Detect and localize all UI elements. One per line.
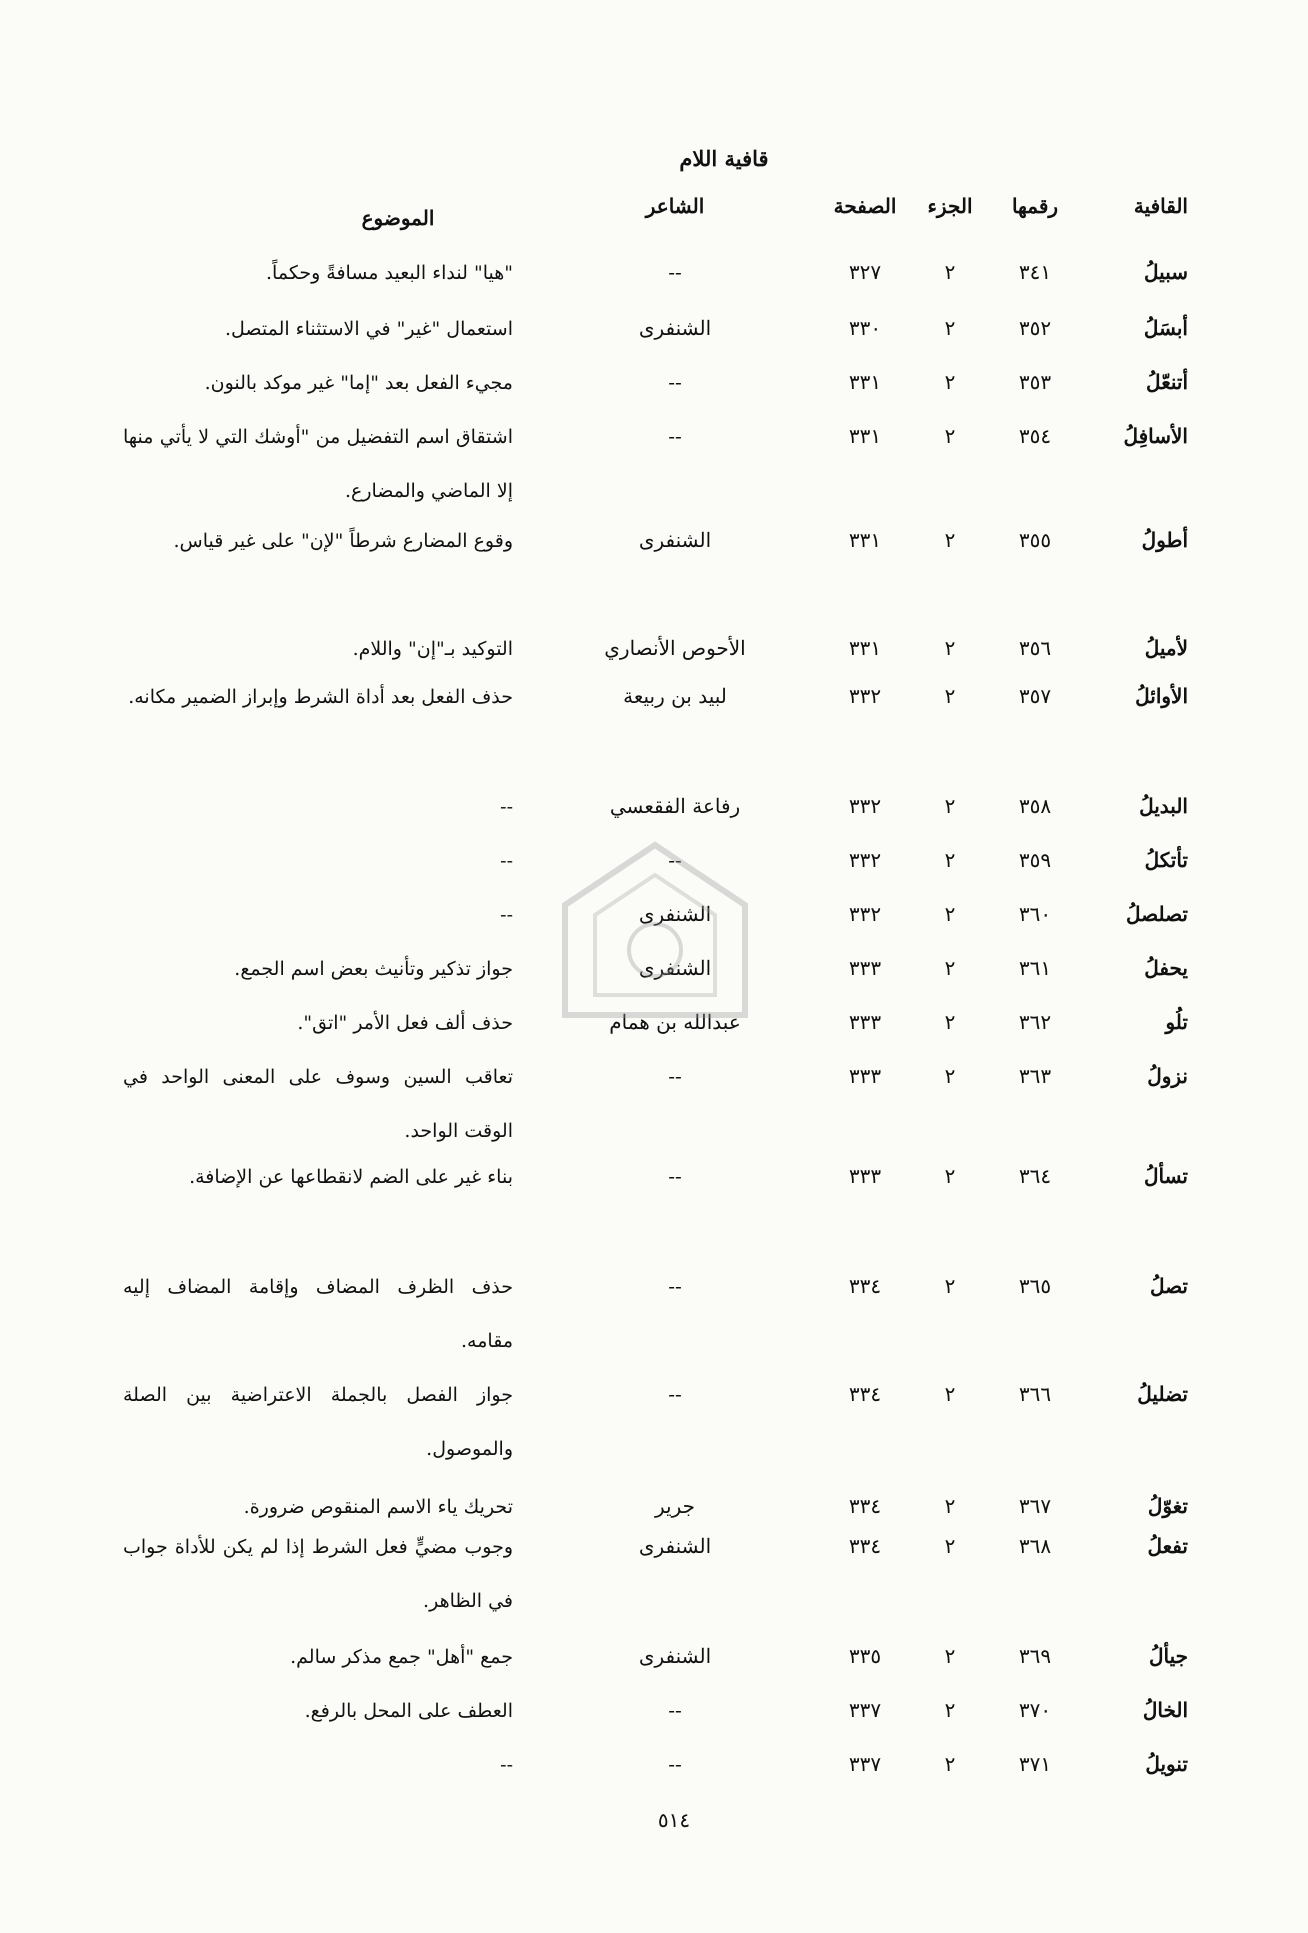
cell-safha: ٣٣١ <box>848 370 882 394</box>
cell-safha: ٣٣٢ <box>848 848 882 872</box>
cell-shaer: رفاعة الفقعسي <box>609 794 741 818</box>
cell-shaer: -- <box>668 1752 682 1776</box>
cell-mawdoo: -- <box>500 796 513 818</box>
cell-raqm: ٣٦٨ <box>1018 1534 1052 1558</box>
cell-juz: ٢ <box>944 1164 956 1188</box>
header-safha: الصفحة <box>833 194 897 218</box>
cell-qafiya: يحفلُ <box>1144 956 1188 980</box>
cell-juz: ٢ <box>944 636 956 660</box>
cell-mawdoo: بناء غير على الضم لانقطاعها عن الإضافة. <box>189 1166 513 1188</box>
cell-qafiya: الأسافِلُ <box>1123 424 1188 448</box>
cell-mawdoo: اشتقاق اسم التفضيل من "أوشك التي لا يأتي منها إلا الماضي والمضارع. <box>123 426 513 502</box>
cell-qafiya: تصلصلُ <box>1125 902 1188 926</box>
cell-qafiya: أبسَلُ <box>1143 316 1188 340</box>
cell-shaer: -- <box>668 1382 682 1406</box>
cell-qafiya: تنويلُ <box>1145 1752 1188 1776</box>
cell-shaer: عبدالله بن همام <box>609 1010 741 1034</box>
cell-qafiya: الأوائلُ <box>1135 684 1188 708</box>
cell-mawdoo: وقوع المضارع شرطاً "لإن" على غير قياس. <box>173 530 513 552</box>
cell-shaer: الشنفرى <box>638 1644 712 1668</box>
cell-juz: ٢ <box>944 1494 956 1518</box>
cell-safha: ٣٣٣ <box>848 956 882 980</box>
cell-mawdoo: جواز الفصل بالجملة الاعتراضية بين الصلة والموصول. <box>123 1384 513 1460</box>
cell-mawdoo: تحريك ياء الاسم المنقوص ضرورة. <box>243 1496 513 1518</box>
cell-raqm: ٣٧٠ <box>1018 1698 1052 1722</box>
cell-safha: ٣٣٧ <box>848 1698 882 1722</box>
cell-juz: ٢ <box>944 424 956 448</box>
cell-juz: ٢ <box>944 902 956 926</box>
cell-safha: ٣٣٤ <box>848 1534 882 1558</box>
cell-safha: ٣٣١ <box>848 636 882 660</box>
cell-qafiya: تغوّلُ <box>1147 1494 1188 1518</box>
cell-mawdoo: حذف الفعل بعد أداة الشرط وإبراز الضمير مكانه. <box>128 686 513 708</box>
cell-shaer: جرير <box>655 1494 695 1518</box>
cell-qafiya: تسألُ <box>1143 1164 1188 1188</box>
cell-raqm: ٣٦٣ <box>1018 1064 1052 1088</box>
cell-mawdoo: التوكيد بـ"إن" واللام. <box>352 638 513 660</box>
cell-raqm: ٣٦٤ <box>1018 1164 1052 1188</box>
cell-shaer: الشنفرى <box>638 902 712 926</box>
cell-raqm: ٣٦٢ <box>1018 1010 1052 1034</box>
cell-qafiya: البديلُ <box>1139 794 1188 818</box>
cell-safha: ٣٣٣ <box>848 1064 882 1088</box>
cell-raqm: ٣٦٦ <box>1018 1382 1052 1406</box>
cell-mawdoo: "هيا" لنداء البعيد مسافةً وحكماً. <box>266 262 513 284</box>
cell-raqm: ٣٥٢ <box>1018 316 1052 340</box>
cell-shaer: الشنفرى <box>638 316 712 340</box>
header-raqm: رقمها <box>1011 194 1059 218</box>
cell-raqm: ٣٥٧ <box>1018 684 1052 708</box>
cell-qafiya: تأتكلُ <box>1144 848 1188 872</box>
cell-juz: ٢ <box>944 370 956 394</box>
cell-mawdoo: جمع "أهل" جمع مذكر سالم. <box>290 1646 513 1668</box>
header-qafiya: القافية <box>1133 194 1188 218</box>
cell-shaer: -- <box>668 1064 682 1088</box>
cell-mawdoo: العطف على المحل بالرفع. <box>304 1700 513 1722</box>
cell-qafiya: تلُو <box>1165 1010 1188 1034</box>
cell-juz: ٢ <box>944 1064 956 1088</box>
cell-raqm: ٣٥٩ <box>1018 848 1052 872</box>
cell-raqm: ٣٦٥ <box>1018 1274 1052 1298</box>
cell-mawdoo: -- <box>500 904 513 926</box>
cell-raqm: ٣٥٦ <box>1018 636 1052 660</box>
cell-qafiya: جيألُ <box>1148 1644 1188 1668</box>
cell-juz: ٢ <box>944 1274 956 1298</box>
cell-juz: ٢ <box>944 794 956 818</box>
cell-shaer: -- <box>668 424 682 448</box>
cell-shaer: -- <box>668 1164 682 1188</box>
cell-mawdoo: مجيء الفعل بعد "إما" غير موكد بالنون. <box>204 372 513 394</box>
cell-shaer: الشنفرى <box>638 528 712 552</box>
header-juz: الجزء <box>927 194 973 218</box>
cell-safha: ٣٣١ <box>848 424 882 448</box>
cell-mawdoo: استعمال "غير" في الاستثناء المتصل. <box>224 318 513 340</box>
cell-shaer: لبيد بن ربيعة <box>623 684 727 708</box>
cell-qafiya: نزولُ <box>1147 1064 1188 1088</box>
cell-safha: ٣٣٥ <box>848 1644 882 1668</box>
cell-mawdoo: حذف ألف فعل الأمر "اتق". <box>297 1012 513 1034</box>
cell-raqm: ٣٥٤ <box>1018 424 1052 448</box>
cell-shaer: الشنفرى <box>638 956 712 980</box>
cell-juz: ٢ <box>944 684 956 708</box>
cell-safha: ٣٣١ <box>848 528 882 552</box>
cell-qafiya: الخالُ <box>1142 1698 1188 1722</box>
cell-raqm: ٣٦٧ <box>1018 1494 1052 1518</box>
cell-safha: ٣٢٧ <box>848 260 882 284</box>
header-shaer: الشاعر <box>645 194 705 218</box>
cell-safha: ٣٣٢ <box>848 794 882 818</box>
cell-juz: ٢ <box>944 528 956 552</box>
cell-safha: ٣٣٤ <box>848 1494 882 1518</box>
cell-mawdoo: تعاقب السين وسوف على المعنى الواحد في الوقت الواحد. <box>123 1066 513 1142</box>
cell-raqm: ٣٤١ <box>1018 260 1052 284</box>
cell-shaer: الأحوص الأنصاري <box>604 636 746 660</box>
cell-raqm: ٣٦٠ <box>1018 902 1052 926</box>
cell-qafiya: تصلُ <box>1149 1274 1188 1298</box>
cell-shaer: -- <box>668 1274 682 1298</box>
cell-shaer: -- <box>668 260 682 284</box>
cell-safha: ٣٣٤ <box>848 1382 882 1406</box>
cell-shaer: -- <box>668 370 682 394</box>
cell-juz: ٢ <box>944 260 956 284</box>
cell-safha: ٣٣٢ <box>848 902 882 926</box>
header-mawdoo: الموضوع <box>361 206 435 230</box>
cell-safha: ٣٣٢ <box>848 684 882 708</box>
cell-qafiya: تضليلُ <box>1137 1382 1188 1406</box>
cell-mawdoo: -- <box>500 850 513 872</box>
cell-raqm: ٣٦٩ <box>1018 1644 1052 1668</box>
cell-juz: ٢ <box>944 1644 956 1668</box>
cell-safha: ٣٣٣ <box>848 1010 882 1034</box>
cell-qafiya: لأميلُ <box>1144 636 1188 660</box>
cell-mawdoo: حذف الظرف المضاف وإقامة المضاف إليه مقامه. <box>123 1276 513 1352</box>
cell-juz: ٢ <box>944 316 956 340</box>
cell-qafiya: سبيلُ <box>1144 260 1188 284</box>
cell-raqm: ٣٦١ <box>1018 956 1052 980</box>
cell-juz: ٢ <box>944 956 956 980</box>
cell-raqm: ٣٥٥ <box>1018 528 1052 552</box>
cell-shaer: الشنفرى <box>638 1534 712 1558</box>
cell-mawdoo: جواز تذكير وتأنيث بعض اسم الجمع. <box>234 958 513 980</box>
cell-qafiya: أتنعّلُ <box>1146 370 1188 394</box>
page-number: ٥١٤ <box>657 1808 691 1832</box>
cell-shaer: -- <box>668 848 682 872</box>
watermark-seal-icon <box>545 835 765 1025</box>
cell-mawdoo: وجوب مضيٍّ فعل الشرط إذا لم يكن للأداة جواب في الظاهر. <box>123 1536 513 1612</box>
cell-juz: ٢ <box>944 1382 956 1406</box>
cell-safha: ٣٣٧ <box>848 1752 882 1776</box>
cell-juz: ٢ <box>944 1534 956 1558</box>
cell-juz: ٢ <box>944 1752 956 1776</box>
cell-raqm: ٣٥٨ <box>1018 794 1052 818</box>
cell-qafiya: تفعلُ <box>1147 1534 1188 1558</box>
cell-juz: ٢ <box>944 1010 956 1034</box>
cell-safha: ٣٣٠ <box>848 316 882 340</box>
cell-safha: ٣٣٣ <box>848 1164 882 1188</box>
cell-shaer: -- <box>668 1698 682 1722</box>
section-title: قافية اللام <box>679 146 769 171</box>
cell-juz: ٢ <box>944 1698 956 1722</box>
cell-mawdoo: -- <box>500 1754 513 1776</box>
cell-qafiya: أطولُ <box>1141 528 1188 552</box>
cell-raqm: ٣٧١ <box>1018 1752 1052 1776</box>
cell-safha: ٣٣٤ <box>848 1274 882 1298</box>
cell-juz: ٢ <box>944 848 956 872</box>
cell-raqm: ٣٥٣ <box>1018 370 1052 394</box>
